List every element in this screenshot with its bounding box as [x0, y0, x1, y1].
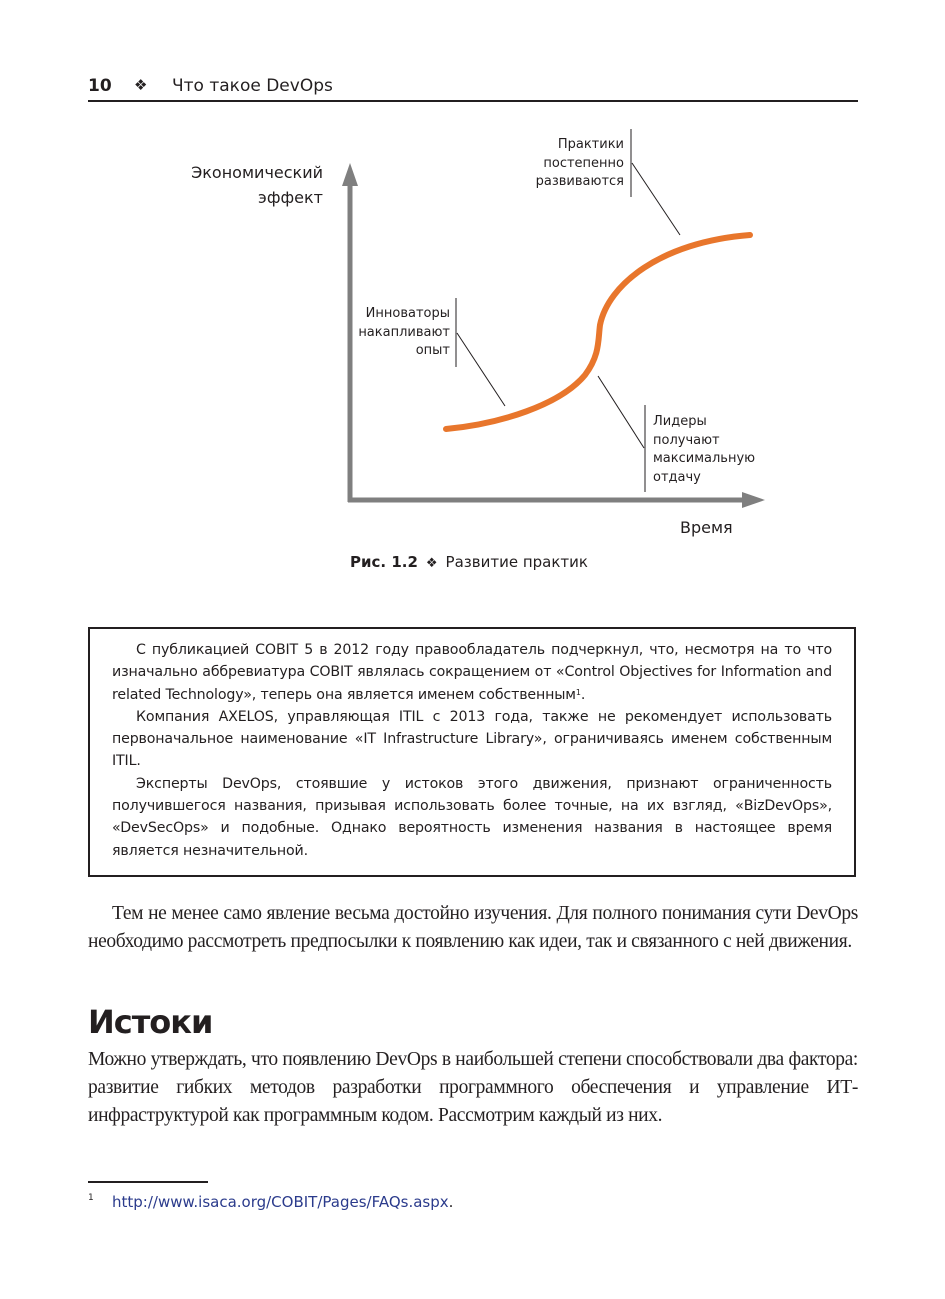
note-paragraph-3: Эксперты DevOps, стоявшие у истоков этого движения, признают ограниченность получившегося названия, призывая использовать более точные, на их взгляд, «BizDevOps», «DevSecOps» и подобные. Однако вероятность изменения названия в настоящее время является незначительной. [112, 775, 832, 859]
figure-s-curve [0, 0, 945, 600]
y-axis-arrow-icon [342, 163, 358, 186]
chapter-title: Что такое DevOps [172, 76, 333, 96]
x-axis-arrow-icon [742, 492, 765, 508]
footnote-trailing: . [448, 1193, 454, 1211]
callout-practices [520, 136, 624, 192]
note-box [88, 627, 856, 877]
page-number: 10 [88, 76, 112, 96]
footnote-ref[interactable]: 1 [575, 687, 581, 697]
callout-line: постепенно [543, 155, 624, 171]
callout-line: максимальную [653, 451, 756, 466]
section-heading: Истоки [88, 1003, 213, 1041]
callout-line: развиваются [535, 174, 624, 189]
callout-line: накапливают [358, 324, 450, 340]
body-paragraph-2: Можно утверждать, что появлению DevOps в наибольшей степени способствовали два фактора: развитие гибких методов разработки программного обеспечения и управление ИТ-инфраструктурой как программным кодом. Рассмотрим каждый из них. [88, 1049, 858, 1126]
body-paragraph-1: Тем не менее само явление весьма достойно изучения. Для полного понимания сути DevOps необходимо рассмотреть предпосылки к появлению как идеи, так и связанного с ней движения. [88, 903, 858, 952]
ornament-icon: ❖ [425, 556, 438, 571]
y-axis-label-line1: Экономический [191, 163, 323, 182]
callout-line: отдачу [653, 469, 701, 485]
footnote-link-wrap [112, 1193, 453, 1211]
y-axis-label [183, 160, 323, 210]
note-paragraph-1 [112, 639, 832, 706]
footnote-divider [88, 1181, 208, 1183]
caption-label: Рис. 1.2 [350, 553, 418, 571]
callout-line: Инноваторы [365, 306, 450, 321]
s-curve-chart [0, 0, 945, 600]
callout-line: опыт [415, 343, 450, 358]
ornament-icon: ❖ [134, 76, 148, 94]
note-paragraph-1-end: . [580, 686, 586, 703]
y-axis-label-line2: эффект [258, 188, 323, 207]
callout-line: Лидеры [653, 414, 707, 429]
note-paragraph-1-text: С публикацией COBIT 5 в 2012 году правообладатель подчеркнул, что, несмотря на то что изначально аббревиатура COBIT являлась сокращением от «Control Objectives for Information and related Technology», теперь она является именем собственным [112, 642, 832, 703]
s-curve-line [446, 235, 750, 429]
caption-text: Развитие практик [445, 553, 588, 571]
note-paragraph-2: Компания AXELOS, управляющая ITIL с 2013 года, также не рекомендует использовать первоначальное наименование «IT Infrastructure Library», ограничиваясь именем собственным ITIL. [112, 708, 832, 770]
x-axis-label: Время [680, 518, 733, 537]
callout-line: Практики [557, 137, 624, 152]
figure-caption [350, 553, 588, 571]
footnote-link[interactable]: http://www.isaca.org/COBIT/Pages/FAQs.aspx [112, 1193, 449, 1211]
callout-leaders [653, 413, 773, 487]
callout-line: получают [653, 432, 720, 448]
callout-innovators [346, 305, 450, 361]
footnote-mark: 1 [88, 1193, 94, 1203]
